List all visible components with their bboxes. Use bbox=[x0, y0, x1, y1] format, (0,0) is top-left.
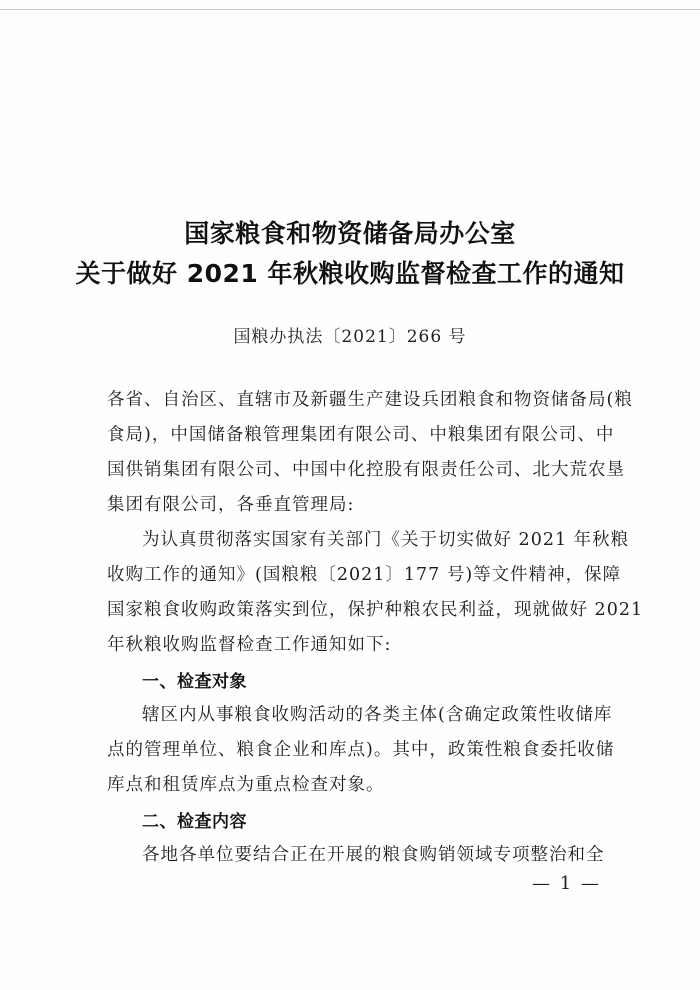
addressee-line: 国供销集团有限公司、中国中化控股有限责任公司、北大荒农垦 bbox=[107, 460, 625, 480]
document-number: 国粮办执法〔2021〕266 号 bbox=[233, 327, 467, 347]
section-1-heading: 一、检查对象 bbox=[142, 672, 247, 692]
section-2-heading: 二、检查内容 bbox=[142, 812, 247, 832]
intro-line: 国家粮食收购政策落实到位，保护种粮农民利益，现就做好 2021 bbox=[107, 600, 644, 620]
section-1-line: 库点和租赁库点为重点检查对象。 bbox=[107, 775, 385, 795]
section-1-line: 点的管理单位、粮食企业和库点)。其中，政策性粮食委托收储 bbox=[107, 740, 615, 760]
intro-line: 为认真贯彻落实国家有关部门《关于切实做好 2021 年秋粮 bbox=[142, 530, 630, 550]
section-1-line: 辖区内从事粮食收购活动的各类主体(含确定政策性收储库 bbox=[142, 705, 613, 725]
addressee-line: 食局)，中国储备粮管理集团有限公司、中粮集团有限公司、中 bbox=[107, 425, 615, 445]
addressee-line: 各省、自治区、直辖市及新疆生产建设兵团粮食和物资储备局(粮 bbox=[107, 390, 633, 410]
title-line-2: 关于做好 2021 年秋粮收购监督检查工作的通知 bbox=[75, 259, 625, 288]
section-2-line: 各地各单位要结合正在开展的粮食购销领域专项整治和全 bbox=[142, 845, 605, 865]
addressee-line: 集团有限公司，各垂直管理局: bbox=[107, 495, 355, 515]
scan-edge-line bbox=[0, 9, 700, 10]
page-number: — 1 — bbox=[532, 873, 601, 894]
title-line-1: 国家粮食和物资储备局办公室 bbox=[184, 219, 516, 248]
intro-line: 年秋粮收购监督检查工作通知如下: bbox=[107, 635, 392, 655]
intro-line: 收购工作的通知》(国粮粮〔2021〕177 号)等文件精神，保障 bbox=[107, 565, 622, 585]
